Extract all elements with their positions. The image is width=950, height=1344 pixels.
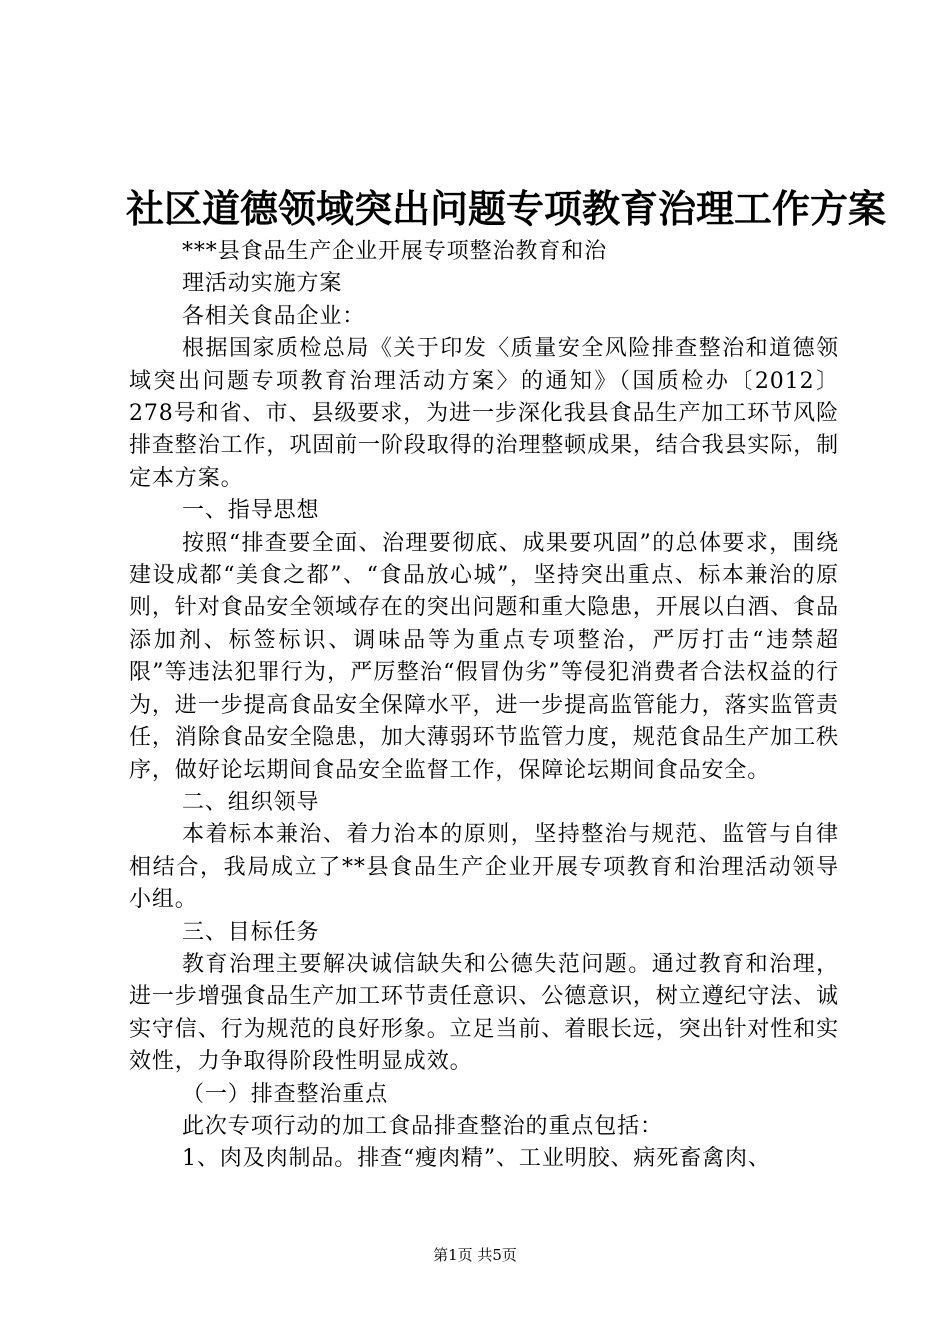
subsection-1-intro: 此次专项行动的加工食品排查整治的重点包括：	[182, 1113, 663, 1139]
section-1-heading: 一、指导思想	[182, 498, 320, 524]
section-1-body: 按照“排查要全面、治理要彻底、成果要巩固”的总体要求，围绕建设成都“美食之都”、“食品放心城”，坚持突出重点、标本兼治的原则，针对食品安全领域存在的突出问题和重大隐患，开展以白酒、食品添加剂、标签标识、调味品等为重点专项整治，严厉打击“违禁超限”等违法犯罪行为，严厉整治“假冒伪劣”等侵犯消费者合法权益的行为，进一步提高食品安全保障水平，进一步提高监管能力，落实监管责任，消除食品安全隐患，加大薄弱环节监管力度，规范食品生产加工秩序，做好论坛期间食品安全监督工作，保障论坛期间食品安全。	[129, 530, 839, 783]
intro-paragraph: 根据国家质检总局《关于印发〈质量安全风险排查整治和道德领域突出问题专项教育治理活动方案〉的通知》（国质检办〔2012〕278号和省、市、县级要求，为进一步深化我县食品生产加工环节风险排查整治工作，巩固前一阶段取得的治理整顿成果，结合我县实际，制定本方案。	[129, 336, 839, 491]
section-3-heading: 三、目标任务	[182, 919, 320, 945]
section-2-heading: 二、组织领导	[182, 789, 320, 815]
document-body	[129, 236, 839, 1176]
subsection-1-heading: （一）排查整治重点	[182, 1081, 389, 1107]
list-item-1: 1、肉及肉制品。排查“瘦肉精”、工业明胶、病死畜禽肉、	[182, 1146, 771, 1172]
subtitle-line-1: ***县食品生产企业开展专项整治教育和治	[182, 239, 608, 264]
section-3-body: 教育治理主要解决诚信缺失和公德失范问题。通过教育和治理，进一步增强食品生产加工环节责任意识、公德意识，树立遵纪守法、诚实守信、行为规范的良好形象。立足当前、着眼长远，突出针对性和实效性，力争取得阶段性明显成效。	[129, 951, 839, 1075]
page-number-footer: 第1页 共5页	[433, 1246, 517, 1264]
salutation: 各相关食品企业：	[182, 303, 366, 329]
subtitle-line-2: 理活动实施方案	[182, 271, 343, 297]
document-title: 社区道德领域突出问题专项教育治理工作方案	[126, 186, 887, 231]
section-2-body: 本着标本兼治、着力治本的原则，坚持整治与规范、监管与自律相结合，我局成立了**县食品生产企业开展专项教育和治理活动领导小组。	[129, 822, 839, 913]
